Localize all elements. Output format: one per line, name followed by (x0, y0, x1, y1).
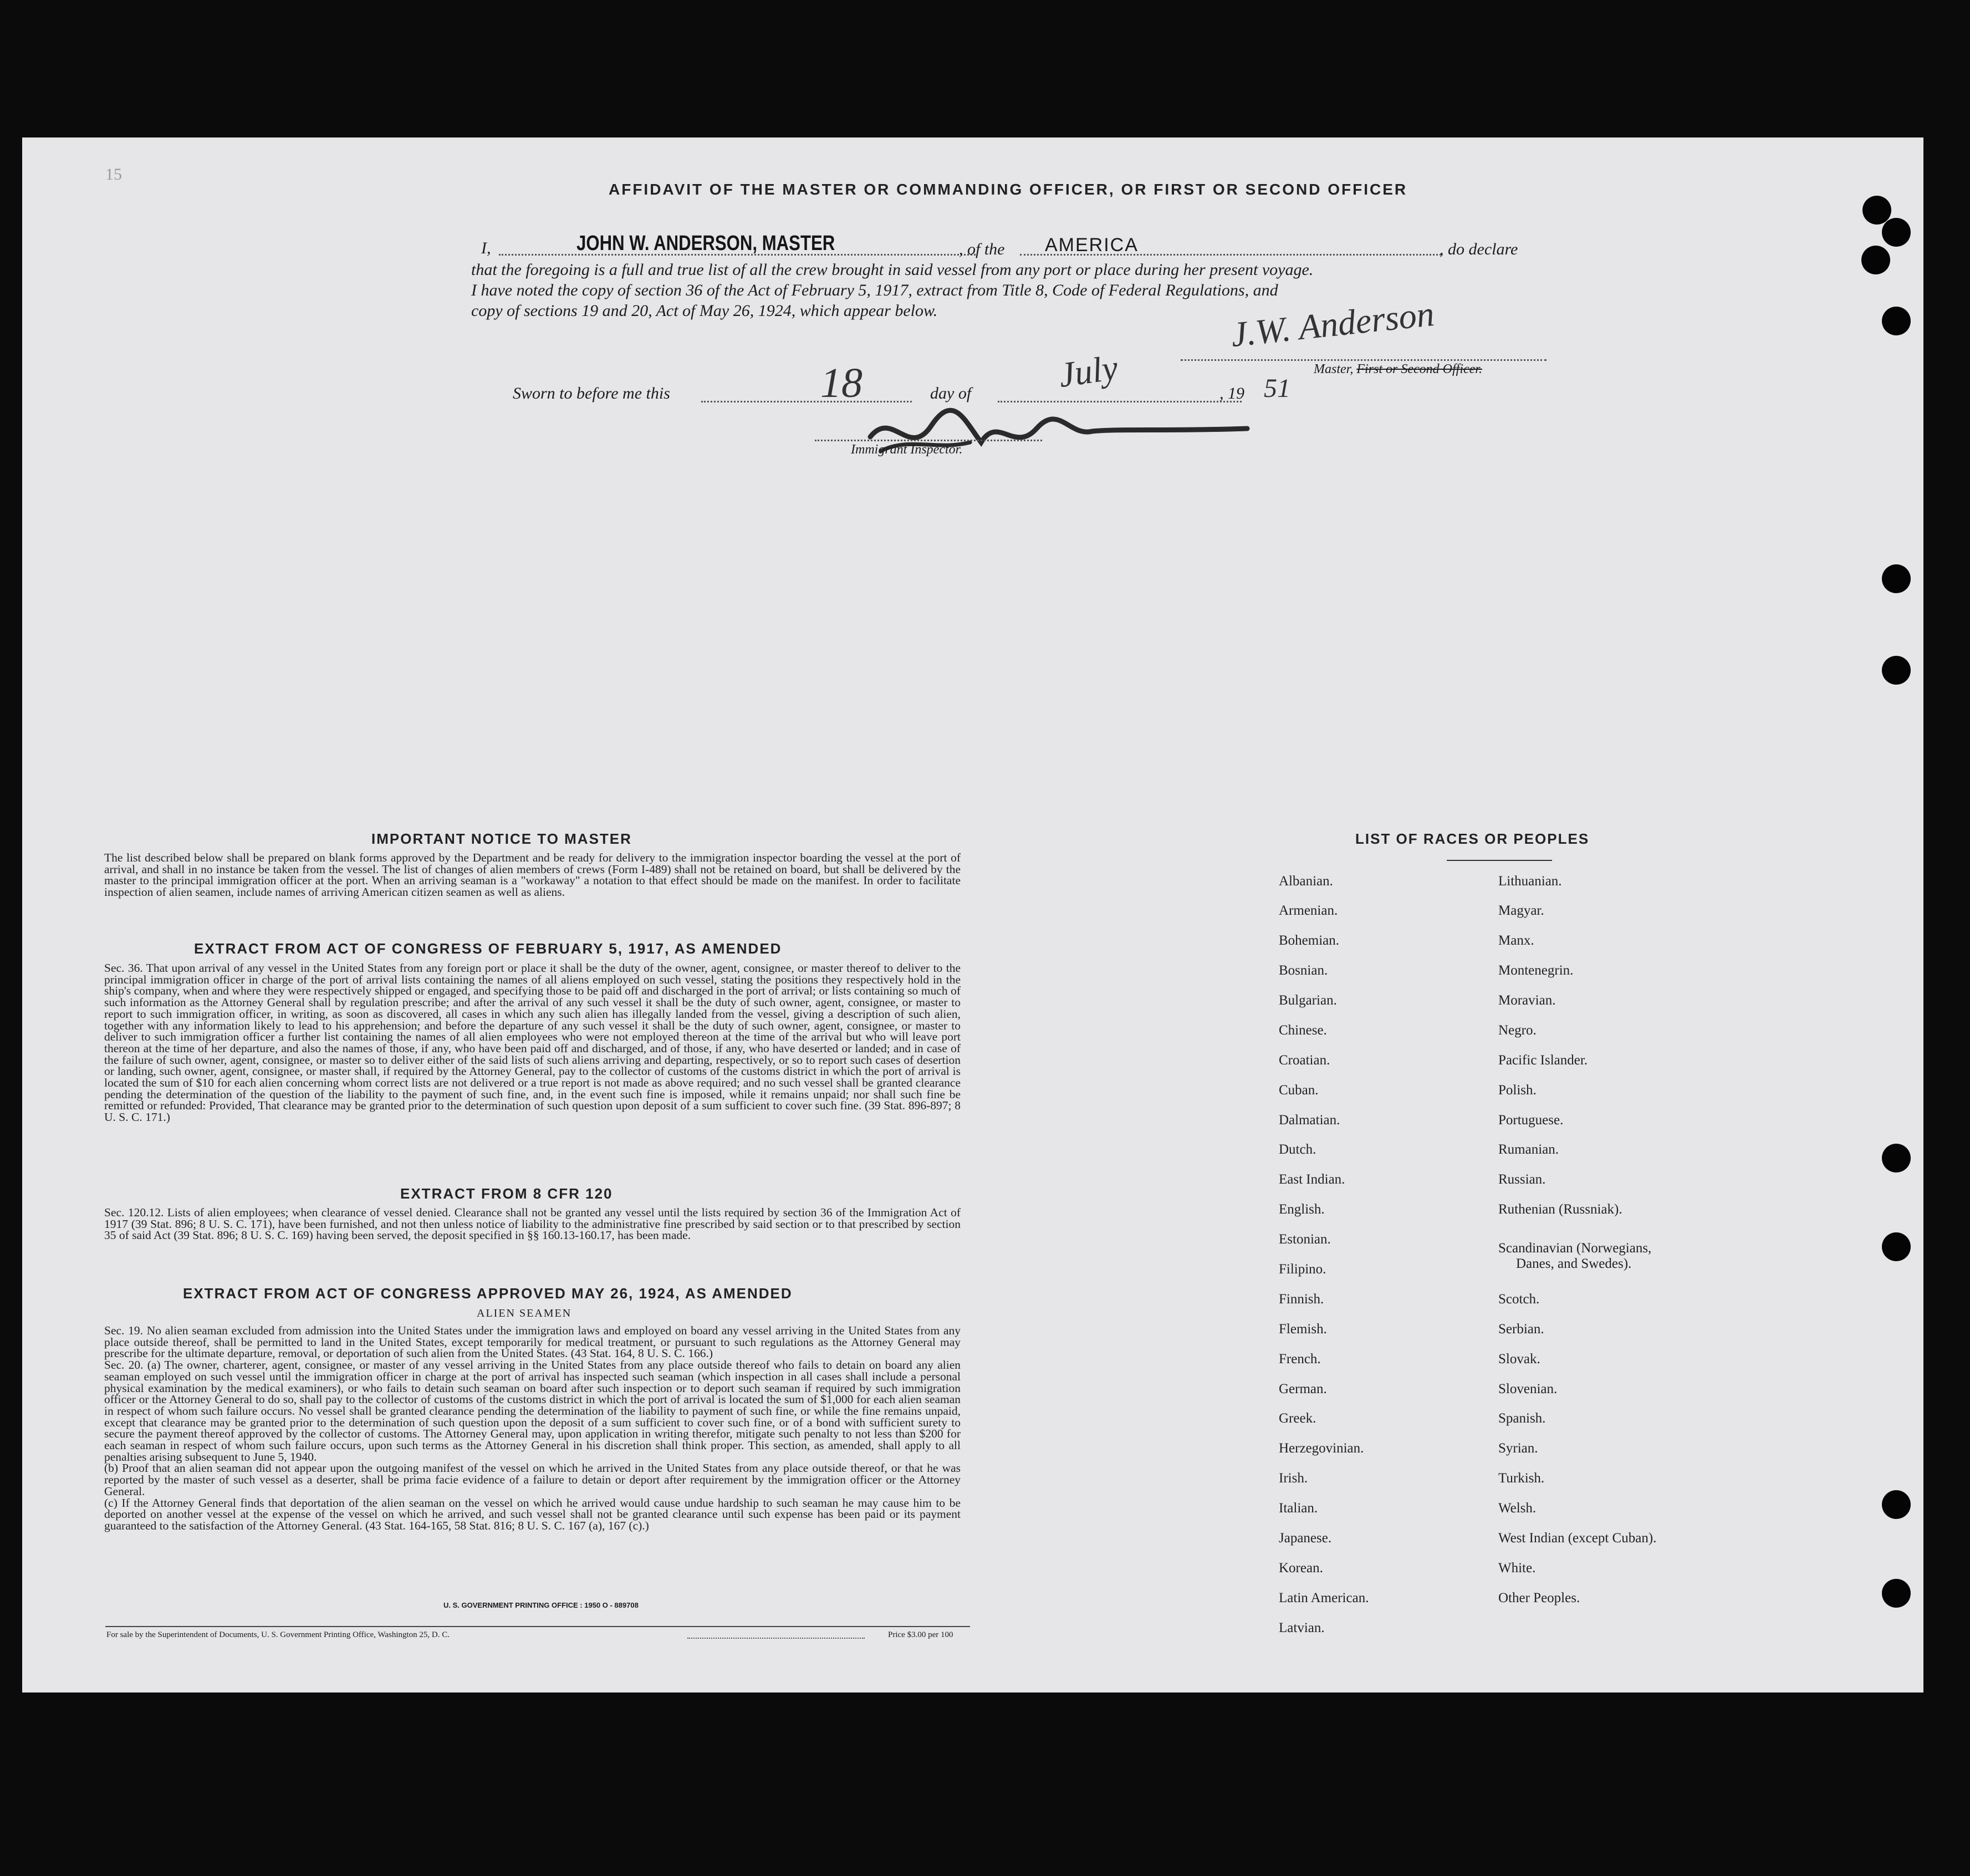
race-col1-item: Finnish. (1279, 1292, 1324, 1307)
punch-hole (1882, 1232, 1911, 1261)
race-col2-item: Slovenian. (1498, 1381, 1558, 1396)
race-col2-item: Russian. (1498, 1172, 1546, 1187)
extract-1924-title: EXTRACT FROM ACT OF CONGRESS APPROVED MAY 26, 1924, AS AMENDED (183, 1285, 793, 1302)
footer-price: Price $3.00 per 100 (888, 1630, 953, 1639)
race-col1-item: German. (1279, 1381, 1327, 1396)
section-19-paragraph: Sec. 19. No alien seaman excluded from admission into the United States under the immigration laws and employed on board any vessel arriving in the United States from any place outside thereof, shall be permitted to land in the United States, except temporarily for medical treatment, or pursuant to such regulations as the Attorney General may prescribe for the ultimate departure, removal, or deportation of such alien from the United States. (43 Stat. 164, 8 U. S. C. 166.) (104, 1324, 961, 1360)
extract-1924-text (104, 1325, 961, 1532)
race-col1-item: Chinese. (1279, 1023, 1327, 1038)
punch-hole (1882, 307, 1911, 335)
punch-hole (1862, 196, 1891, 225)
extract-cfr-text (104, 1207, 961, 1241)
punch-hole (1882, 1144, 1911, 1172)
race-col1-item: Albanian. (1279, 874, 1333, 889)
race-col2-item: Slovak. (1498, 1352, 1540, 1367)
inspector-underline (815, 440, 1042, 441)
race-col1-item: Croatian. (1279, 1053, 1330, 1068)
race-col2-item: Turkish. (1498, 1471, 1545, 1486)
sworn-month-field: July (1056, 347, 1120, 395)
printing-office-line: U. S. GOVERNMENT PRINTING OFFICE : 1950 O - 889708 (443, 1601, 639, 1609)
race-col1-item: Herzegovinian. (1279, 1441, 1364, 1456)
race-col2-item: West Indian (except Cuban). (1498, 1531, 1657, 1546)
sworn-day-field: 18 (820, 360, 862, 406)
race-col2-item: Serbian. (1498, 1322, 1544, 1337)
notice-title: IMPORTANT NOTICE TO MASTER (371, 830, 632, 847)
extract-cfr-title: EXTRACT FROM 8 CFR 120 (400, 1185, 613, 1202)
inspector-caption: Immigrant Inspector. (851, 442, 963, 457)
race-col2-item: Syrian. (1498, 1441, 1538, 1456)
race-col1-item: Bosnian. (1279, 963, 1328, 978)
race-col1-item: Cuban. (1279, 1083, 1319, 1098)
affidavit-line-4: copy of sections 19 and 20, Act of May 26, 1924, which appear below. (471, 302, 938, 320)
race-col1-item: Italian. (1279, 1501, 1318, 1516)
race-col2-item: Polish. (1498, 1083, 1537, 1098)
race-col2-item: Other Peoples. (1498, 1590, 1580, 1605)
race-col1-item: East Indian. (1279, 1172, 1345, 1187)
affidavit-intro: I, (481, 239, 491, 257)
race-col1-item: Latvian. (1279, 1620, 1325, 1635)
affidavit-title: AFFIDAVIT OF THE MASTER OR COMMANDING OFFICER, OR FIRST OR SECOND OFFICER (609, 181, 1408, 198)
race-col1-item: Greek. (1279, 1411, 1316, 1426)
section-120-paragraph: Sec. 120.12. Lists of alien employees; when clearance of vessel denied. Clearance shall not be granted any vessel until the lists required by section 36 of the Immigration Act of 1917 (39 Stat. 896; 8 U. S. C. 171), have been furnished, and not then unless notice of liability to the administrative fine prescribed by said section or to that prescribed by section 35 of said Act (39 Stat. 896; 8 U. S. C. 169) having been served, the deposit specified in §§ 160.13-160.17, has been made. (104, 1206, 961, 1242)
race-col1-item: Latin American. (1279, 1590, 1369, 1605)
affidavit-line-2: that the foregoing is a full and true list of all the crew brought in said vessel from any port or place during her present voyage. (471, 261, 1314, 279)
punch-hole (1861, 246, 1890, 274)
race-col2-item: Portuguese. (1498, 1113, 1564, 1128)
race-col2-item: Montenegrin. (1498, 963, 1574, 978)
race-col1-item: Flemish. (1279, 1322, 1327, 1337)
race-col1-item: Korean. (1279, 1561, 1323, 1576)
race-col2-item: Scandinavian (Norwegians, (1498, 1241, 1652, 1256)
day-of-label: day of (930, 384, 972, 402)
notice-text (104, 852, 961, 898)
race-col2-item: Magyar. (1498, 903, 1544, 918)
caption-struck: First or Second Officer. (1356, 362, 1482, 376)
signature-caption (1314, 362, 1482, 377)
race-col1-item: French. (1279, 1352, 1321, 1367)
race-col2-item: Negro. (1498, 1023, 1537, 1038)
race-col1-item: Bulgarian. (1279, 993, 1337, 1008)
race-col2-item: Spanish. (1498, 1411, 1546, 1426)
vessel-name-field: AMERICA (1045, 234, 1139, 256)
sworn-label: Sworn to before me this (513, 384, 670, 402)
signature-underline (1181, 359, 1547, 361)
of-the-label: , of the (959, 240, 1005, 258)
race-col2-item: Rumanian. (1498, 1142, 1559, 1157)
punch-hole (1882, 1490, 1911, 1519)
race-col2-item: Manx. (1498, 933, 1534, 948)
race-col1-item: Dutch. (1279, 1142, 1316, 1157)
do-declare-label: , do declare (1440, 240, 1518, 258)
section-20c-paragraph: (c) If the Attorney General finds that deportation of the alien seaman on the vessel on which he arrived would cause undue hardship to such seaman he may cause him to be deported on another vessel at the expense of the vessel on which he arrived, and such vessel shall not be granted clearance until such expense has been paid or its payment guaranteed to the satisfaction of the Attorney General. (43 Stat. 164-165, 58 Stat. 816; 8 U. S. C. 167 (a), 167 (c).) (104, 1496, 961, 1532)
alien-seamen-subtitle: ALIEN SEAMEN (477, 1307, 572, 1319)
punch-hole (1882, 1579, 1911, 1608)
race-col1-item: Armenian. (1279, 903, 1338, 918)
affidavit-line-3: I have noted the copy of section 36 of the Act of February 5, 1917, extract from Title 8, Code of Federal Regulations, and (471, 281, 1278, 299)
punch-hole (1882, 656, 1911, 685)
document-page (22, 137, 1923, 1693)
race-col2-item: Danes, and Swedes). (1516, 1256, 1632, 1271)
year-prefix: , 19 (1219, 384, 1244, 402)
footer-rule (105, 1626, 970, 1627)
race-col1-item: Bohemian. (1279, 933, 1340, 948)
footer-leader (687, 1638, 865, 1639)
section-20b-paragraph: (b) Proof that an alien seaman did not appear upon the outgoing manifest of the vessel on which he arrived in the United States from any place outside thereof, or that he was reported by the master of such vessel as a deserter, shall be prima facie evidence of a failure to detain or deport after requirement by the immigration officer or the Attorney General. (104, 1461, 961, 1498)
extract-1917-title: EXTRACT FROM ACT OF CONGRESS OF FEBRUARY 5, 1917, AS AMENDED (194, 940, 782, 957)
caption-master: Master, (1314, 362, 1354, 376)
race-col2-item: Lithuanian. (1498, 874, 1562, 889)
section-20a-paragraph: Sec. 20. (a) The owner, charterer, agent, consignee, or master of any vessel arriving in the United States from any place outside thereof who fails to detain on board any alien seaman employed on such vessel until the immigration officer in charge at the port of arrival has inspected such seaman (which inspection in all cases shall include a personal physical examination by the medical examiners), or who fails to detain such seaman on board after such inspection or to deport such seaman if required by such immigration officer or the Attorney General to do so, shall pay to the collector of customs of the customs district in which the port of arrival is located the sum of $1,000 for each alien seaman in respect of whom such failure occurs. No vessel shall be granted clearance pending the determination of the liability to payment of such fine, or while the fine remains unpaid, except that clearance may be granted prior to the determination of such question upon the deposit of a sum sufficient to cover such fine, or of a bond with sufficient surety to secure the payment thereof approved by the collector of customs. The Attorney General may, upon application in writing therefor, mitigate such penalty to not less than $200 for each seaman in respect of whom such failure occurs, upon such terms as the Attorney General in his discretion shall think proper. This section, as amended, shall apply to all penalties arising subsequent to June 5, 1940. (104, 1358, 961, 1464)
race-col1-item: Estonian. (1279, 1232, 1331, 1247)
race-col2-item: Ruthenian (Russniak). (1498, 1202, 1622, 1217)
master-name-field: JOHN W. ANDERSON, MASTER (576, 232, 835, 255)
races-title-rule (1447, 860, 1552, 861)
sworn-year-field: 51 (1264, 374, 1290, 403)
extract-1917-text (104, 962, 961, 1123)
punch-hole (1882, 564, 1911, 593)
race-col1-item: Filipino. (1279, 1262, 1326, 1277)
notice-paragraph: The list described below shall be prepared on blank forms approved by the Department and be ready for delivery to the immigration inspector boarding the vessel at the port of arrival, and shall in no instance be taken from the vessel. The list of changes of alien members of crews (Form I-489) shall not be retained on board, but shall be delivered by the master to the principal immigration officer at the port. When an arriving seaman is a "workaway" a notation to that effect should be made on the manifest. In order to facilitate inspection of alien seamen, include names of arriving American citizen seamen as well as aliens. (104, 851, 961, 899)
race-col2-item: Pacific Islander. (1498, 1053, 1588, 1068)
race-col2-item: Welsh. (1498, 1501, 1537, 1516)
race-col1-item: Dalmatian. (1279, 1113, 1340, 1128)
races-title: LIST OF RACES OR PEOPLES (1355, 830, 1590, 847)
punch-hole (1882, 218, 1911, 247)
race-col1-item: Irish. (1279, 1471, 1308, 1486)
section-36-paragraph: Sec. 36. That upon arrival of any vessel in the United States from any foreign port or place it shall be the duty of the owner, agent, consignee, or master thereof to deliver to the principal immigration officer in charge of the port of arrival lists containing the names of all aliens employed on such vessel, stating the positions they respectively hold in the ship's company, when and where they were respectively shipped or engaged, and specifying those to be paid off and discharged in the port of arrival; or lists containing so much of such information as the Attorney General shall by regulation prescribe; and after the arrival of any such vessel it shall be the duty of such owner, agent, consignee, or master to report to such immigration officer, in writing, as soon as discovered, all cases in which any such alien has illegally landed from the vessel, giving a description of such alien, together with any information likely to lead to his apprehension; and before the departure of any such vessel it shall be the duty of such owner, agent, consignee, or master to deliver to such immigration officer a further list containing the names of all alien employees who were not employed thereon at the time of the arrival but who will leave port thereon at the time of her departure, and also the names of those, if any, who have been paid off and discharged, and of those, if any, who have deserted or landed; and in case of the failure of such owner, agent, consignee, or master so to deliver either of the said lists of such aliens arriving and departing, respectively, or so to report such cases of desertion or landing, such owner, agent, consignee, or master shall, if required by the Attorney General, pay to the collector of customs of the customs district in which the port of arrival is located the sum of $10 for each alien concerning whom correct lists are not delivered or a true report is not made as above required; and no such vessel shall be granted clearance pending the determination of the question of the liability to the payment of such fine, and, in the event such fine is imposed, while it remains unpaid; nor shall such fine be remitted or refunded: Provided, That clearance may be granted prior to the determination of such question upon deposit of a sum sufficient to cover such fine. (39 Stat. 896-897; 8 U. S. C. 171.) (104, 961, 961, 1124)
master-signature: J.W. Anderson (1229, 293, 1436, 355)
race-col2-item: Moravian. (1498, 993, 1556, 1008)
race-col1-item: English. (1279, 1202, 1325, 1217)
page-number: 15 (105, 165, 122, 183)
footer-sale-note: For sale by the Superintendent of Documents, U. S. Government Printing Office, Washington 25, D. C. (106, 1630, 450, 1639)
race-col2-item: White. (1498, 1561, 1536, 1576)
race-col2-item: Scotch. (1498, 1292, 1540, 1307)
race-col1-item: Japanese. (1279, 1531, 1332, 1546)
